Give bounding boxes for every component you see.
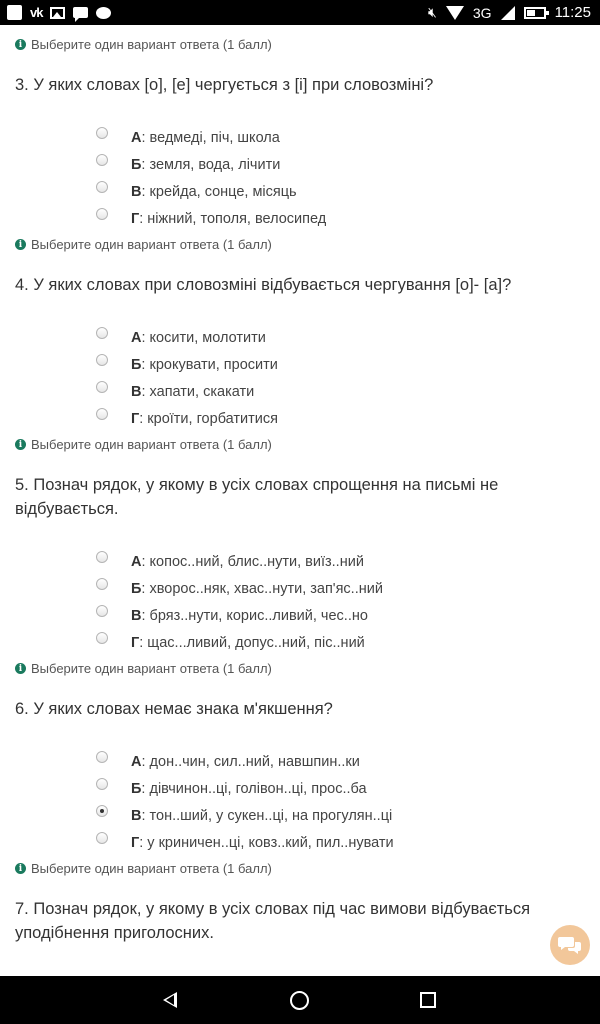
chat-icon <box>558 935 582 955</box>
answer-option[interactable]: Б: земля, вода, лічити <box>96 156 280 173</box>
answer-option[interactable]: А: ведмеді, піч, школа <box>96 129 280 146</box>
info-icon: i <box>15 39 26 50</box>
radio-button[interactable] <box>96 551 108 563</box>
answer-option[interactable]: Б: дівчинон..ці, голівон..ці, прос..ба <box>96 780 367 797</box>
answer-option[interactable]: Г: кроїти, горбатитися <box>96 410 278 427</box>
back-icon[interactable] <box>163 992 177 1008</box>
navigation-bar <box>0 976 600 1024</box>
info-icon: i <box>15 439 26 450</box>
answer-hint: i Выберите один вариант ответа (1 балл) <box>15 237 272 252</box>
question-title: 4. У яких словах при словозміні відбувається чергування [о]- [а]? <box>15 276 512 294</box>
answer-option[interactable]: Б: хворос..няк, хвас..нути, зап'яс..ний <box>96 580 383 597</box>
info-icon: i <box>15 863 26 874</box>
mute-icon: 🔇︎ <box>428 4 437 20</box>
radio-button[interactable] <box>96 605 108 617</box>
battery-icon <box>524 7 546 19</box>
radio-button[interactable] <box>96 381 108 393</box>
radio-button[interactable] <box>96 751 108 763</box>
app-square-icon <box>7 5 22 20</box>
radio-button[interactable] <box>96 208 108 220</box>
signal-icon <box>501 6 515 20</box>
answer-hint: i Выберите один вариант ответа (1 балл) <box>15 661 272 676</box>
home-icon[interactable] <box>290 991 309 1010</box>
radio-button[interactable] <box>96 778 108 790</box>
answer-option[interactable]: В: крейда, сонце, місяць <box>96 183 297 200</box>
answer-option[interactable]: А: косити, молотити <box>96 329 266 346</box>
chat-bubble-icon <box>96 7 111 19</box>
chat-button[interactable] <box>550 925 590 965</box>
image-icon <box>50 7 65 19</box>
status-bar <box>0 0 600 25</box>
answer-option[interactable]: А: копос..ний, блис..нути, виїз..ний <box>96 553 364 570</box>
radio-button[interactable] <box>96 154 108 166</box>
answer-option[interactable]: Г: ніжний, тополя, велосипед <box>96 210 326 227</box>
radio-button[interactable] <box>96 327 108 339</box>
question-title: 5. Познач рядок, у якому в усіх словах спрощення на письмі не відбувається. <box>15 476 499 518</box>
vk-icon: vk <box>30 5 43 20</box>
answer-hint: i Выберите один вариант ответа (1 балл) <box>15 861 272 876</box>
radio-button[interactable] <box>96 832 108 844</box>
answer-option[interactable]: Б: крокувати, просити <box>96 356 278 373</box>
radio-button[interactable] <box>96 181 108 193</box>
question-title: 6. У яких словах немає знака м'якшення? <box>15 700 333 718</box>
radio-button[interactable] <box>96 354 108 366</box>
recent-apps-icon[interactable] <box>420 992 436 1008</box>
info-icon: i <box>15 663 26 674</box>
wifi-icon <box>446 6 464 20</box>
quiz-content[interactable] <box>0 25 600 976</box>
radio-button[interactable] <box>96 408 108 420</box>
network-type: 3G <box>472 4 492 21</box>
answer-option[interactable]: В: тон..ший, у сукен..ці, на прогулян..ці <box>96 807 392 824</box>
answer-option[interactable]: В: бряз..нути, корис..ливий, чес..но <box>96 607 368 624</box>
info-icon: i <box>15 239 26 250</box>
radio-button[interactable] <box>96 578 108 590</box>
answer-option[interactable]: В: хапати, скакати <box>96 383 254 400</box>
radio-button[interactable] <box>96 127 108 139</box>
message-icon <box>73 7 88 18</box>
clock: 11:25 <box>554 4 591 21</box>
question-title: 3. У яких словах [о], [е] чергується з [і] при словозміні? <box>15 76 434 94</box>
question-title: 7. Познач рядок, у якому в усіх словах під час вимови відбувається уподібнення приголосних. <box>15 900 531 942</box>
radio-button-selected[interactable] <box>96 805 108 817</box>
answer-option[interactable]: А: дон..чин, сил..ний, навшпин..ки <box>96 753 360 770</box>
answer-hint: i Выберите один вариант ответа (1 балл) <box>15 37 272 52</box>
answer-option[interactable]: Г: щас...ливий, допус..ний, піс..ний <box>96 634 365 651</box>
answer-hint: i Выберите один вариант ответа (1 балл) <box>15 437 272 452</box>
answer-option[interactable]: Г: у криничен..ці, ковз..кий, пил..нувати <box>96 834 394 851</box>
radio-button[interactable] <box>96 632 108 644</box>
